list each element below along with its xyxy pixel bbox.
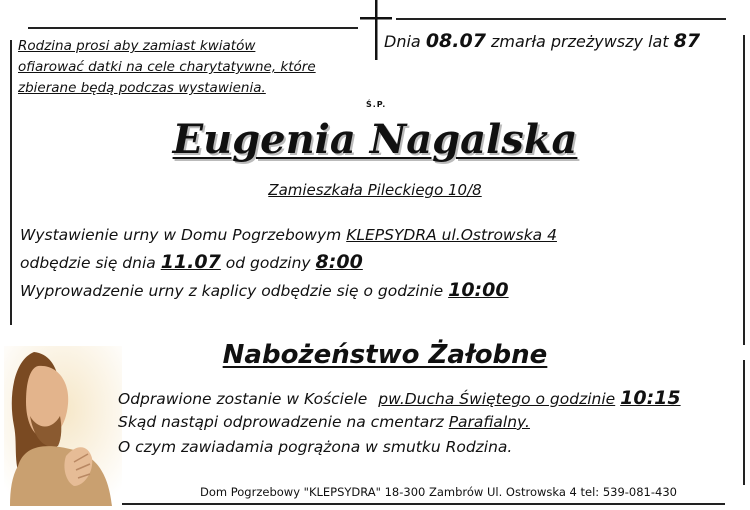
urn-date: 11.07	[160, 251, 221, 273]
service-line-2-prefix: Skąd nastąpi odprowadzenie na cmentarz	[118, 413, 444, 431]
urn-place: KLEPSYDRA ul.Ostrowska 4	[346, 226, 557, 244]
frame-top-right-line	[396, 18, 726, 20]
deceased-address: Zamieszkała Pileckiego 10/8	[268, 181, 482, 199]
death-age: 87	[673, 30, 701, 52]
urn-line-3	[20, 279, 509, 301]
urn-departure-time: 10:00	[448, 279, 509, 301]
frame-bottom-line	[110, 503, 725, 505]
urn-line-2-middle: od godziny	[225, 254, 311, 272]
deceased-name: Eugenia Nagalska	[172, 116, 578, 163]
death-middle: zmarła przeżywszy lat	[491, 32, 669, 51]
urn-line-2-prefix: odbędzie się dnia	[20, 254, 156, 272]
frame-top-left-line	[28, 27, 358, 29]
donation-line-3: zbierane będą podczas wystawienia.	[18, 80, 266, 96]
service-line-1	[118, 387, 681, 409]
sp-label: Ś.P.	[366, 100, 387, 109]
service-line-1-prefix: Odprawione zostanie w Kościele	[118, 390, 368, 408]
service-cemetery: Parafialny.	[448, 413, 530, 431]
service-line-3: O czym zawiadamia pogrążona w smutku Rodzina.	[118, 438, 513, 456]
urn-line-3-prefix: Wyprowadzenie urny z kaplicy odbędzie się o godzinie	[20, 282, 444, 300]
service-line-2	[118, 413, 530, 431]
service-church: pw.Ducha Świętego o godzinie	[378, 390, 616, 408]
frame-bottom-right-line	[743, 360, 745, 485]
death-prefix: Dnia	[384, 32, 421, 51]
urn-start-time: 8:00	[315, 251, 363, 273]
urn-line-2	[20, 251, 363, 273]
death-info	[384, 30, 700, 52]
footer-contact: Dom Pogrzebowy "KLEPSYDRA" 18-300 Zambrów Ul. Ostrowska 4 tel: 539-081-430	[200, 485, 677, 499]
service-title: Nabożeństwo Żałobne	[222, 340, 548, 370]
urn-line-1	[20, 226, 557, 244]
death-date: 08.07	[425, 30, 486, 52]
praying-jesus-image	[4, 346, 122, 506]
urn-line-1-prefix: Wystawienie urny w Domu Pogrzebowym	[20, 226, 342, 244]
service-time: 10:15	[620, 387, 681, 409]
donation-line-2: ofiarować datki na cele charytatywne, które	[18, 59, 316, 75]
donation-line-1: Rodzina prosi aby zamiast kwiatów	[18, 38, 256, 54]
donation-note	[18, 36, 316, 99]
